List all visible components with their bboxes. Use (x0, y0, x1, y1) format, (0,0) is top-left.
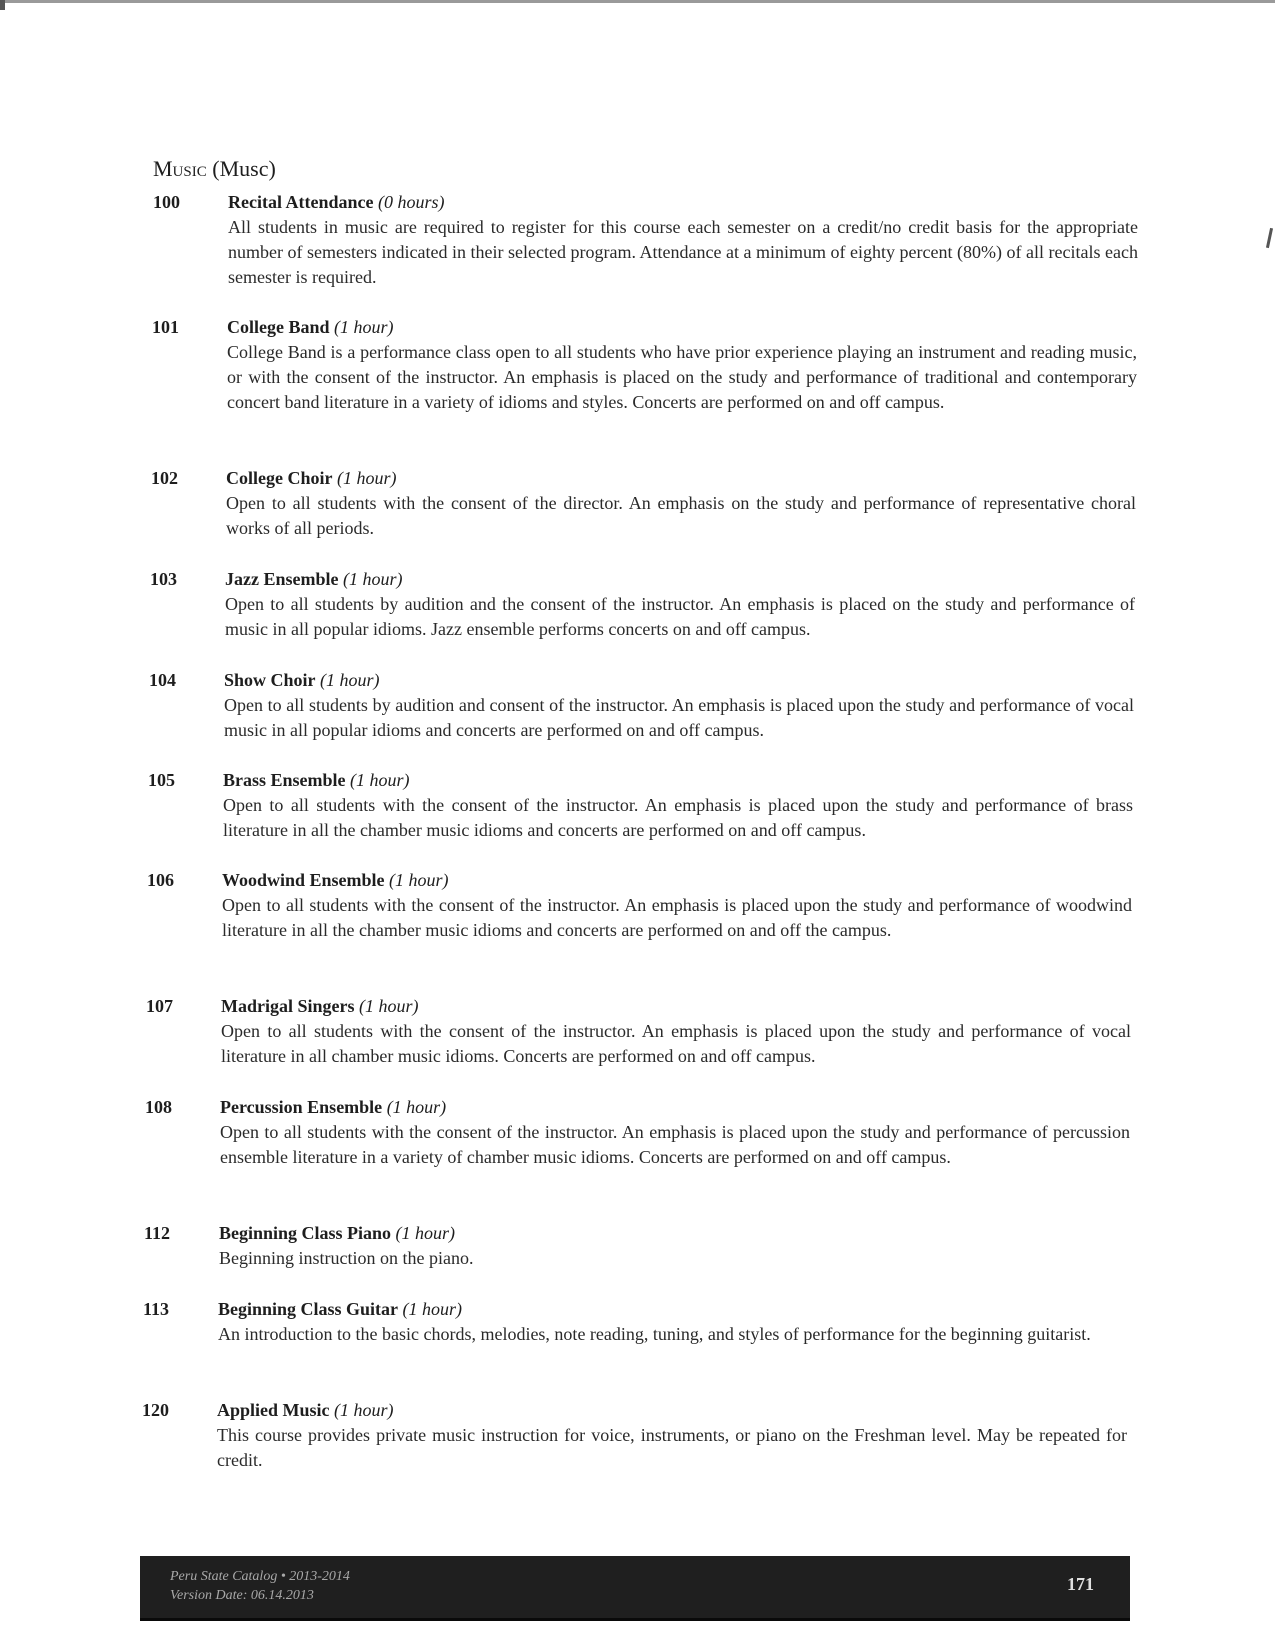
course-number: 106 (147, 870, 174, 890)
course-number: 112 (144, 1223, 171, 1243)
course-number: 108 (145, 1097, 172, 1117)
course-description: This course provides private music instruction for voice, instruments, or piano on the Freshman level. May be repeated for credit. (217, 1425, 1127, 1470)
course-body (224, 668, 1134, 743)
footer-version-date: Version Date: 06.14.2013 (170, 1588, 314, 1603)
course-description: Open to all students with the consent of the instructor. An emphasis is placed upon the study and performance of woodwind literature in all the chamber music idioms and concerts are performed on and off the campus. (222, 895, 1132, 940)
page-footer (140, 1556, 1130, 1621)
course-description: College Band is a performance class open to all students who have prior experience playing an instrument and reading music, or with the consent of the instructor. An emphasis is placed on the study and performance of traditional and contemporary concert band literature in a variety of idioms and styles. Concerts are performed on and off campus. (227, 342, 1137, 412)
scan-margin-mark (1266, 228, 1273, 248)
section-title-abbr: (Musc) (212, 156, 276, 181)
course-name: Percussion Ensemble (220, 1097, 383, 1117)
course-description: Open to all students by audition and consent of the instructor. An emphasis is placed upon the study and performance of vocal music in all popular idioms and concerts are performed on and off campus. (224, 695, 1134, 740)
course-credit: (0 hours) (377, 192, 445, 212)
course-heading (224, 668, 1134, 693)
course-credit: (1 hour) (359, 996, 419, 1016)
course-credit: (1 hour) (350, 770, 410, 790)
scan-edge-line (0, 0, 1275, 3)
course-body (222, 868, 1132, 943)
footer-catalog-title: Peru State Catalog • 2013-2014 (170, 1569, 350, 1584)
course-body (223, 768, 1133, 843)
course-credit: (1 hour) (320, 670, 380, 690)
course-body (228, 190, 1138, 290)
course-body (225, 567, 1135, 642)
course-name: Brass Ensemble (223, 770, 346, 790)
course-body (217, 1398, 1127, 1473)
course-body (221, 994, 1131, 1069)
section-title-main: Music (153, 156, 207, 181)
course-credit: (1 hour) (395, 1223, 456, 1243)
course-heading (218, 1297, 1128, 1322)
course-credit: (1 hour) (402, 1299, 463, 1319)
course-number: 102 (151, 468, 178, 488)
course-body (219, 1221, 1129, 1271)
course-heading (228, 190, 1138, 215)
course-description: Open to all students with the consent of the director. An emphasis on the study and performance of representative choral works of all periods. (226, 493, 1136, 538)
course-heading (225, 567, 1135, 592)
course-name: Beginning Class Guitar (218, 1299, 399, 1319)
course-name: Show Choir (224, 670, 316, 690)
course-description: Open to all students with the consent of the instructor. An emphasis is placed upon the study and performance of percussion ensemble literature in a variety of chamber music idioms. Concerts are performed on and off campus. (220, 1122, 1130, 1167)
course-number: 105 (148, 770, 175, 790)
course-heading (220, 1095, 1130, 1120)
course-body (226, 466, 1136, 541)
course-name: Jazz Ensemble (225, 569, 339, 589)
course-credit: (1 hour) (389, 870, 449, 890)
section-title (153, 156, 276, 182)
course-number: 107 (146, 996, 173, 1016)
course-description: Open to all students by audition and the consent of the instructor. An emphasis is placed on the study and performance of music in all popular idioms. Jazz ensemble performs concerts on and off campus. (225, 594, 1135, 639)
course-credit: (1 hour) (342, 569, 403, 589)
course-name: Madrigal Singers (221, 996, 355, 1016)
course-number: 104 (149, 670, 176, 690)
course-description: Beginning instruction on the piano. (219, 1248, 474, 1268)
course-heading (227, 315, 1137, 340)
course-description: Open to all students with the consent of the instructor. An emphasis is placed upon the study and performance of vocal literature in all chamber music idioms. Concerts are performed on and off campus. (221, 1021, 1131, 1066)
course-body (220, 1095, 1130, 1170)
course-heading (222, 868, 1132, 893)
course-description: Open to all students with the consent of the instructor. An emphasis is placed upon the study and performance of brass literature in all the chamber music idioms and concerts are performed on and off campus. (223, 795, 1133, 840)
scan-edge-mark (0, 0, 5, 10)
course-name: College Choir (226, 468, 333, 488)
page-number: 171 (1067, 1574, 1094, 1594)
course-description: All students in music are required to register for this course each semester on a credit/no credit basis for the appropriate number of semesters indicated in their selected program. Attendance at a minimum of eighty percent (80%) of all recitals each semester is required. (228, 217, 1138, 287)
course-number: 103 (150, 569, 177, 589)
course-name: Beginning Class Piano (219, 1223, 392, 1243)
course-name: Applied Music (217, 1400, 330, 1420)
course-number: 113 (143, 1299, 170, 1319)
course-name: Woodwind Ensemble (222, 870, 385, 890)
course-heading (223, 768, 1133, 793)
course-body (218, 1297, 1128, 1347)
course-number: 100 (153, 192, 180, 212)
course-credit: (1 hour) (386, 1097, 447, 1117)
course-credit: (1 hour) (334, 317, 394, 337)
course-heading (221, 994, 1131, 1019)
course-heading (219, 1221, 1129, 1246)
course-number: 101 (152, 317, 179, 337)
course-heading (217, 1398, 1127, 1423)
course-heading (226, 466, 1136, 491)
course-name: College Band (227, 317, 330, 337)
course-description: An introduction to the basic chords, melodies, note reading, tuning, and styles of performance for the beginning guitarist. (218, 1324, 1091, 1344)
course-name: Recital Attendance (228, 192, 374, 212)
course-number: 120 (142, 1400, 169, 1420)
course-body (227, 315, 1137, 415)
course-credit: (1 hour) (334, 1400, 394, 1420)
course-credit: (1 hour) (336, 468, 397, 488)
